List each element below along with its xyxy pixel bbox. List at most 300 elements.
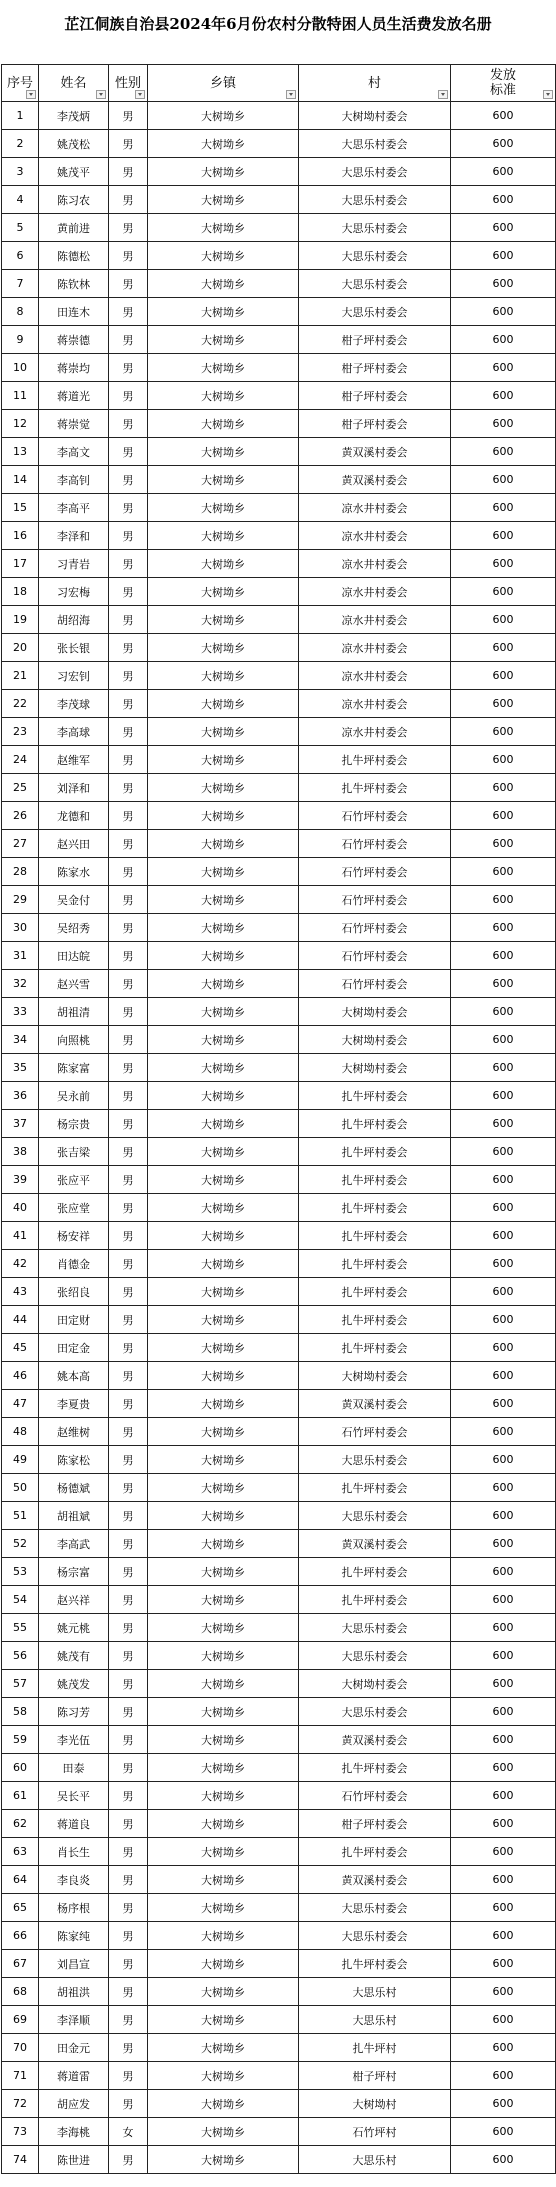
cell-village[interactable]: 大树坳村委会 bbox=[299, 1054, 451, 1082]
cell-standard[interactable]: 600 bbox=[451, 1950, 556, 1978]
cell-index[interactable]: 41 bbox=[2, 1222, 39, 1250]
cell-village[interactable]: 石竹坪村委会 bbox=[299, 970, 451, 998]
cell-township[interactable]: 大树坳乡 bbox=[148, 1474, 299, 1502]
cell-gender[interactable]: 男 bbox=[109, 858, 148, 886]
filter-dropdown-icon[interactable] bbox=[286, 90, 296, 99]
cell-gender[interactable]: 女 bbox=[109, 2118, 148, 2146]
cell-village[interactable]: 柑子坪村委会 bbox=[299, 1810, 451, 1838]
cell-gender[interactable]: 男 bbox=[109, 1082, 148, 1110]
cell-gender[interactable]: 男 bbox=[109, 998, 148, 1026]
cell-standard[interactable]: 600 bbox=[451, 690, 556, 718]
cell-gender[interactable]: 男 bbox=[109, 914, 148, 942]
cell-township[interactable]: 大树坳乡 bbox=[148, 410, 299, 438]
cell-standard[interactable]: 600 bbox=[451, 662, 556, 690]
cell-standard[interactable]: 600 bbox=[451, 1194, 556, 1222]
cell-gender[interactable]: 男 bbox=[109, 1138, 148, 1166]
cell-township[interactable]: 大树坳乡 bbox=[148, 1026, 299, 1054]
cell-gender[interactable]: 男 bbox=[109, 1614, 148, 1642]
cell-township[interactable]: 大树坳乡 bbox=[148, 1894, 299, 1922]
cell-index[interactable]: 28 bbox=[2, 858, 39, 886]
cell-index[interactable]: 57 bbox=[2, 1670, 39, 1698]
cell-village[interactable]: 黄双溪村委会 bbox=[299, 1390, 451, 1418]
cell-village[interactable]: 大思乐村委会 bbox=[299, 214, 451, 242]
cell-standard[interactable]: 600 bbox=[451, 1866, 556, 1894]
cell-standard[interactable]: 600 bbox=[451, 1614, 556, 1642]
cell-standard[interactable]: 600 bbox=[451, 382, 556, 410]
cell-standard[interactable]: 600 bbox=[451, 298, 556, 326]
cell-gender[interactable]: 男 bbox=[109, 1586, 148, 1614]
cell-name[interactable]: 陈家水 bbox=[39, 858, 109, 886]
cell-standard[interactable]: 600 bbox=[451, 578, 556, 606]
cell-township[interactable]: 大树坳乡 bbox=[148, 1166, 299, 1194]
cell-name[interactable]: 习宏钊 bbox=[39, 662, 109, 690]
cell-township[interactable]: 大树坳乡 bbox=[148, 2090, 299, 2118]
cell-township[interactable]: 大树坳乡 bbox=[148, 1138, 299, 1166]
cell-village[interactable]: 大思乐村委会 bbox=[299, 130, 451, 158]
cell-name[interactable]: 陈钦林 bbox=[39, 270, 109, 298]
cell-index[interactable]: 1 bbox=[2, 102, 39, 130]
cell-gender[interactable]: 男 bbox=[109, 1390, 148, 1418]
cell-name[interactable]: 田金元 bbox=[39, 2034, 109, 2062]
cell-gender[interactable]: 男 bbox=[109, 1334, 148, 1362]
cell-village[interactable]: 扎牛坪村委会 bbox=[299, 1838, 451, 1866]
cell-township[interactable]: 大树坳乡 bbox=[148, 1978, 299, 2006]
cell-township[interactable]: 大树坳乡 bbox=[148, 186, 299, 214]
cell-standard[interactable]: 600 bbox=[451, 1138, 556, 1166]
cell-name[interactable]: 李高球 bbox=[39, 718, 109, 746]
cell-village[interactable]: 大思乐村委会 bbox=[299, 1614, 451, 1642]
cell-standard[interactable]: 600 bbox=[451, 354, 556, 382]
cell-name[interactable]: 张应平 bbox=[39, 1166, 109, 1194]
cell-township[interactable]: 大树坳乡 bbox=[148, 1642, 299, 1670]
cell-index[interactable]: 9 bbox=[2, 326, 39, 354]
cell-standard[interactable]: 600 bbox=[451, 1698, 556, 1726]
cell-standard[interactable]: 600 bbox=[451, 214, 556, 242]
cell-township[interactable]: 大树坳乡 bbox=[148, 1838, 299, 1866]
cell-name[interactable]: 蒋道光 bbox=[39, 382, 109, 410]
cell-village[interactable]: 柑子坪村委会 bbox=[299, 382, 451, 410]
cell-index[interactable]: 48 bbox=[2, 1418, 39, 1446]
cell-index[interactable]: 20 bbox=[2, 634, 39, 662]
cell-village[interactable]: 石竹坪村委会 bbox=[299, 942, 451, 970]
cell-gender[interactable]: 男 bbox=[109, 2062, 148, 2090]
cell-township[interactable]: 大树坳乡 bbox=[148, 1418, 299, 1446]
cell-index[interactable]: 72 bbox=[2, 2090, 39, 2118]
cell-gender[interactable]: 男 bbox=[109, 1894, 148, 1922]
cell-village[interactable]: 黄双溪村委会 bbox=[299, 1726, 451, 1754]
cell-gender[interactable]: 男 bbox=[109, 1838, 148, 1866]
cell-name[interactable]: 杨宗贵 bbox=[39, 1110, 109, 1138]
cell-index[interactable]: 29 bbox=[2, 886, 39, 914]
cell-township[interactable]: 大树坳乡 bbox=[148, 130, 299, 158]
cell-township[interactable]: 大树坳乡 bbox=[148, 242, 299, 270]
cell-gender[interactable]: 男 bbox=[109, 1754, 148, 1782]
cell-gender[interactable]: 男 bbox=[109, 970, 148, 998]
cell-township[interactable]: 大树坳乡 bbox=[148, 1530, 299, 1558]
cell-township[interactable]: 大树坳乡 bbox=[148, 774, 299, 802]
cell-name[interactable]: 李夏贵 bbox=[39, 1390, 109, 1418]
cell-index[interactable]: 12 bbox=[2, 410, 39, 438]
cell-standard[interactable]: 600 bbox=[451, 1642, 556, 1670]
cell-standard[interactable]: 600 bbox=[451, 242, 556, 270]
cell-name[interactable]: 田定财 bbox=[39, 1306, 109, 1334]
cell-index[interactable]: 59 bbox=[2, 1726, 39, 1754]
cell-township[interactable]: 大树坳乡 bbox=[148, 1110, 299, 1138]
cell-name[interactable]: 吴长平 bbox=[39, 1782, 109, 1810]
cell-village[interactable]: 扎牛坪村委会 bbox=[299, 1138, 451, 1166]
cell-standard[interactable]: 600 bbox=[451, 774, 556, 802]
cell-gender[interactable]: 男 bbox=[109, 2006, 148, 2034]
cell-township[interactable]: 大树坳乡 bbox=[148, 1950, 299, 1978]
cell-name[interactable]: 姚茂松 bbox=[39, 130, 109, 158]
cell-village[interactable]: 大树坳村委会 bbox=[299, 1670, 451, 1698]
cell-gender[interactable]: 男 bbox=[109, 214, 148, 242]
cell-gender[interactable]: 男 bbox=[109, 1670, 148, 1698]
cell-index[interactable]: 54 bbox=[2, 1586, 39, 1614]
cell-name[interactable]: 陈家松 bbox=[39, 1446, 109, 1474]
cell-name[interactable]: 吴金付 bbox=[39, 886, 109, 914]
cell-index[interactable]: 13 bbox=[2, 438, 39, 466]
cell-township[interactable]: 大树坳乡 bbox=[148, 606, 299, 634]
cell-gender[interactable]: 男 bbox=[109, 1418, 148, 1446]
cell-gender[interactable]: 男 bbox=[109, 466, 148, 494]
cell-township[interactable]: 大树坳乡 bbox=[148, 354, 299, 382]
cell-index[interactable]: 56 bbox=[2, 1642, 39, 1670]
cell-gender[interactable]: 男 bbox=[109, 578, 148, 606]
cell-village[interactable]: 大思乐村 bbox=[299, 2146, 451, 2174]
cell-village[interactable]: 凉水井村委会 bbox=[299, 690, 451, 718]
cell-name[interactable]: 习宏梅 bbox=[39, 578, 109, 606]
cell-name[interactable]: 李高武 bbox=[39, 1530, 109, 1558]
cell-name[interactable]: 杨德斌 bbox=[39, 1474, 109, 1502]
cell-name[interactable]: 李泽顺 bbox=[39, 2006, 109, 2034]
cell-gender[interactable]: 男 bbox=[109, 1278, 148, 1306]
cell-township[interactable]: 大树坳乡 bbox=[148, 326, 299, 354]
cell-township[interactable]: 大树坳乡 bbox=[148, 578, 299, 606]
cell-name[interactable]: 黄前进 bbox=[39, 214, 109, 242]
cell-gender[interactable]: 男 bbox=[109, 634, 148, 662]
cell-township[interactable]: 大树坳乡 bbox=[148, 1362, 299, 1390]
cell-name[interactable]: 姚元桃 bbox=[39, 1614, 109, 1642]
cell-standard[interactable]: 600 bbox=[451, 550, 556, 578]
cell-standard[interactable]: 600 bbox=[451, 886, 556, 914]
cell-name[interactable]: 杨安祥 bbox=[39, 1222, 109, 1250]
cell-township[interactable]: 大树坳乡 bbox=[148, 2006, 299, 2034]
cell-village[interactable]: 扎牛坪村委会 bbox=[299, 1334, 451, 1362]
cell-gender[interactable]: 男 bbox=[109, 1222, 148, 1250]
cell-standard[interactable]: 600 bbox=[451, 1026, 556, 1054]
cell-standard[interactable]: 600 bbox=[451, 1670, 556, 1698]
cell-index[interactable]: 15 bbox=[2, 494, 39, 522]
cell-standard[interactable]: 600 bbox=[451, 858, 556, 886]
cell-village[interactable]: 凉水井村委会 bbox=[299, 494, 451, 522]
cell-index[interactable]: 10 bbox=[2, 354, 39, 382]
cell-standard[interactable]: 600 bbox=[451, 1418, 556, 1446]
cell-village[interactable]: 扎牛坪村委会 bbox=[299, 1222, 451, 1250]
cell-gender[interactable]: 男 bbox=[109, 410, 148, 438]
cell-index[interactable]: 4 bbox=[2, 186, 39, 214]
cell-name[interactable]: 陈习农 bbox=[39, 186, 109, 214]
cell-index[interactable]: 71 bbox=[2, 2062, 39, 2090]
cell-standard[interactable]: 600 bbox=[451, 1054, 556, 1082]
cell-standard[interactable]: 600 bbox=[451, 270, 556, 298]
cell-gender[interactable]: 男 bbox=[109, 522, 148, 550]
cell-village[interactable]: 凉水井村委会 bbox=[299, 550, 451, 578]
cell-standard[interactable]: 600 bbox=[451, 1558, 556, 1586]
cell-village[interactable]: 大思乐村 bbox=[299, 1978, 451, 2006]
cell-standard[interactable]: 600 bbox=[451, 1726, 556, 1754]
cell-township[interactable]: 大树坳乡 bbox=[148, 158, 299, 186]
cell-standard[interactable]: 600 bbox=[451, 914, 556, 942]
cell-village[interactable]: 凉水井村委会 bbox=[299, 606, 451, 634]
cell-index[interactable]: 46 bbox=[2, 1362, 39, 1390]
cell-gender[interactable]: 男 bbox=[109, 438, 148, 466]
cell-village[interactable]: 扎牛坪村委会 bbox=[299, 1194, 451, 1222]
cell-name[interactable]: 吴绍秀 bbox=[39, 914, 109, 942]
cell-gender[interactable]: 男 bbox=[109, 1810, 148, 1838]
cell-village[interactable]: 大思乐村委会 bbox=[299, 1502, 451, 1530]
cell-standard[interactable]: 600 bbox=[451, 186, 556, 214]
cell-village[interactable]: 石竹坪村委会 bbox=[299, 1418, 451, 1446]
cell-township[interactable]: 大树坳乡 bbox=[148, 1558, 299, 1586]
cell-gender[interactable]: 男 bbox=[109, 942, 148, 970]
cell-name[interactable]: 蒋道雷 bbox=[39, 2062, 109, 2090]
cell-township[interactable]: 大树坳乡 bbox=[148, 830, 299, 858]
cell-township[interactable]: 大树坳乡 bbox=[148, 522, 299, 550]
cell-township[interactable]: 大树坳乡 bbox=[148, 494, 299, 522]
cell-standard[interactable]: 600 bbox=[451, 2034, 556, 2062]
cell-index[interactable]: 64 bbox=[2, 1866, 39, 1894]
cell-index[interactable]: 39 bbox=[2, 1166, 39, 1194]
cell-township[interactable]: 大树坳乡 bbox=[148, 1222, 299, 1250]
cell-standard[interactable]: 600 bbox=[451, 746, 556, 774]
filter-dropdown-icon[interactable] bbox=[96, 90, 106, 99]
cell-gender[interactable]: 男 bbox=[109, 326, 148, 354]
cell-village[interactable]: 扎牛坪村委会 bbox=[299, 1306, 451, 1334]
cell-standard[interactable]: 600 bbox=[451, 494, 556, 522]
cell-name[interactable]: 陈德松 bbox=[39, 242, 109, 270]
cell-village[interactable]: 大思乐村委会 bbox=[299, 270, 451, 298]
cell-gender[interactable]: 男 bbox=[109, 2034, 148, 2062]
cell-index[interactable]: 70 bbox=[2, 2034, 39, 2062]
cell-name[interactable]: 杨宗富 bbox=[39, 1558, 109, 1586]
cell-name[interactable]: 吴永前 bbox=[39, 1082, 109, 1110]
cell-township[interactable]: 大树坳乡 bbox=[148, 102, 299, 130]
cell-gender[interactable]: 男 bbox=[109, 1558, 148, 1586]
cell-name[interactable]: 赵维军 bbox=[39, 746, 109, 774]
cell-gender[interactable]: 男 bbox=[109, 802, 148, 830]
cell-village[interactable]: 石竹坪村委会 bbox=[299, 886, 451, 914]
cell-standard[interactable]: 600 bbox=[451, 1362, 556, 1390]
cell-township[interactable]: 大树坳乡 bbox=[148, 1082, 299, 1110]
cell-village[interactable]: 扎牛坪村委会 bbox=[299, 1754, 451, 1782]
cell-standard[interactable]: 600 bbox=[451, 1446, 556, 1474]
cell-village[interactable]: 大思乐村委会 bbox=[299, 1894, 451, 1922]
cell-index[interactable]: 53 bbox=[2, 1558, 39, 1586]
cell-village[interactable]: 柑子坪村 bbox=[299, 2062, 451, 2090]
cell-index[interactable]: 38 bbox=[2, 1138, 39, 1166]
cell-village[interactable]: 大树坳村委会 bbox=[299, 1026, 451, 1054]
cell-index[interactable]: 36 bbox=[2, 1082, 39, 1110]
cell-township[interactable]: 大树坳乡 bbox=[148, 1278, 299, 1306]
cell-township[interactable]: 大树坳乡 bbox=[148, 1698, 299, 1726]
cell-gender[interactable]: 男 bbox=[109, 1446, 148, 1474]
cell-gender[interactable]: 男 bbox=[109, 2146, 148, 2174]
cell-village[interactable]: 大树坳村委会 bbox=[299, 1362, 451, 1390]
cell-index[interactable]: 27 bbox=[2, 830, 39, 858]
cell-gender[interactable]: 男 bbox=[109, 1530, 148, 1558]
cell-township[interactable]: 大树坳乡 bbox=[148, 970, 299, 998]
cell-index[interactable]: 33 bbox=[2, 998, 39, 1026]
cell-index[interactable]: 49 bbox=[2, 1446, 39, 1474]
cell-standard[interactable]: 600 bbox=[451, 2006, 556, 2034]
cell-index[interactable]: 67 bbox=[2, 1950, 39, 1978]
cell-index[interactable]: 31 bbox=[2, 942, 39, 970]
cell-standard[interactable]: 600 bbox=[451, 2118, 556, 2146]
cell-village[interactable]: 大思乐村委会 bbox=[299, 158, 451, 186]
cell-name[interactable]: 刘昌宣 bbox=[39, 1950, 109, 1978]
cell-gender[interactable]: 男 bbox=[109, 130, 148, 158]
cell-standard[interactable]: 600 bbox=[451, 1474, 556, 1502]
cell-village[interactable]: 石竹坪村委会 bbox=[299, 830, 451, 858]
cell-gender[interactable]: 男 bbox=[109, 690, 148, 718]
cell-name[interactable]: 田达皖 bbox=[39, 942, 109, 970]
cell-index[interactable]: 60 bbox=[2, 1754, 39, 1782]
cell-township[interactable]: 大树坳乡 bbox=[148, 718, 299, 746]
cell-standard[interactable]: 600 bbox=[451, 1530, 556, 1558]
cell-village[interactable]: 黄双溪村委会 bbox=[299, 438, 451, 466]
cell-gender[interactable]: 男 bbox=[109, 1362, 148, 1390]
cell-gender[interactable]: 男 bbox=[109, 270, 148, 298]
cell-township[interactable]: 大树坳乡 bbox=[148, 746, 299, 774]
cell-village[interactable]: 黄双溪村委会 bbox=[299, 466, 451, 494]
cell-village[interactable]: 凉水井村委会 bbox=[299, 718, 451, 746]
cell-name[interactable]: 李泽和 bbox=[39, 522, 109, 550]
cell-name[interactable]: 姚茂发 bbox=[39, 1670, 109, 1698]
cell-township[interactable]: 大树坳乡 bbox=[148, 1194, 299, 1222]
cell-standard[interactable]: 600 bbox=[451, 102, 556, 130]
cell-name[interactable]: 蒋崇均 bbox=[39, 354, 109, 382]
filter-dropdown-icon[interactable] bbox=[438, 90, 448, 99]
cell-standard[interactable]: 600 bbox=[451, 410, 556, 438]
cell-village[interactable]: 凉水井村委会 bbox=[299, 578, 451, 606]
cell-village[interactable]: 石竹坪村委会 bbox=[299, 858, 451, 886]
cell-township[interactable]: 大树坳乡 bbox=[148, 2034, 299, 2062]
cell-village[interactable]: 凉水井村委会 bbox=[299, 634, 451, 662]
cell-gender[interactable]: 男 bbox=[109, 1194, 148, 1222]
cell-standard[interactable]: 600 bbox=[451, 718, 556, 746]
cell-index[interactable]: 18 bbox=[2, 578, 39, 606]
cell-township[interactable]: 大树坳乡 bbox=[148, 1306, 299, 1334]
cell-village[interactable]: 扎牛坪村委会 bbox=[299, 1950, 451, 1978]
cell-township[interactable]: 大树坳乡 bbox=[148, 1670, 299, 1698]
cell-name[interactable]: 陈世进 bbox=[39, 2146, 109, 2174]
cell-township[interactable]: 大树坳乡 bbox=[148, 1250, 299, 1278]
cell-standard[interactable]: 600 bbox=[451, 1978, 556, 2006]
cell-name[interactable]: 李高钊 bbox=[39, 466, 109, 494]
cell-index[interactable]: 16 bbox=[2, 522, 39, 550]
cell-village[interactable]: 大思乐村委会 bbox=[299, 298, 451, 326]
cell-name[interactable]: 陈习芳 bbox=[39, 1698, 109, 1726]
cell-name[interactable]: 胡祖洪 bbox=[39, 1978, 109, 2006]
cell-village[interactable]: 扎牛坪村委会 bbox=[299, 1250, 451, 1278]
cell-township[interactable]: 大树坳乡 bbox=[148, 662, 299, 690]
cell-gender[interactable]: 男 bbox=[109, 1866, 148, 1894]
cell-index[interactable]: 68 bbox=[2, 1978, 39, 2006]
cell-gender[interactable]: 男 bbox=[109, 746, 148, 774]
cell-name[interactable]: 陈家纯 bbox=[39, 1922, 109, 1950]
cell-township[interactable]: 大树坳乡 bbox=[148, 466, 299, 494]
cell-name[interactable]: 姚本高 bbox=[39, 1362, 109, 1390]
cell-village[interactable]: 石竹坪村委会 bbox=[299, 914, 451, 942]
cell-name[interactable]: 胡绍海 bbox=[39, 606, 109, 634]
cell-standard[interactable]: 600 bbox=[451, 1278, 556, 1306]
cell-village[interactable]: 凉水井村委会 bbox=[299, 662, 451, 690]
cell-gender[interactable]: 男 bbox=[109, 186, 148, 214]
cell-index[interactable]: 65 bbox=[2, 1894, 39, 1922]
cell-gender[interactable]: 男 bbox=[109, 1950, 148, 1978]
cell-standard[interactable]: 600 bbox=[451, 1586, 556, 1614]
cell-village[interactable]: 大树坳村委会 bbox=[299, 998, 451, 1026]
cell-standard[interactable]: 600 bbox=[451, 158, 556, 186]
cell-gender[interactable]: 男 bbox=[109, 1922, 148, 1950]
cell-gender[interactable]: 男 bbox=[109, 1726, 148, 1754]
cell-index[interactable]: 11 bbox=[2, 382, 39, 410]
cell-index[interactable]: 8 bbox=[2, 298, 39, 326]
cell-name[interactable]: 李茂炳 bbox=[39, 102, 109, 130]
cell-township[interactable]: 大树坳乡 bbox=[148, 886, 299, 914]
cell-standard[interactable]: 600 bbox=[451, 1502, 556, 1530]
cell-gender[interactable]: 男 bbox=[109, 354, 148, 382]
cell-name[interactable]: 陈家富 bbox=[39, 1054, 109, 1082]
cell-index[interactable]: 63 bbox=[2, 1838, 39, 1866]
cell-name[interactable]: 赵兴田 bbox=[39, 830, 109, 858]
cell-index[interactable]: 45 bbox=[2, 1334, 39, 1362]
cell-township[interactable]: 大树坳乡 bbox=[148, 1614, 299, 1642]
cell-gender[interactable]: 男 bbox=[109, 1026, 148, 1054]
cell-standard[interactable]: 600 bbox=[451, 1082, 556, 1110]
cell-name[interactable]: 李高平 bbox=[39, 494, 109, 522]
cell-name[interactable]: 赵兴祥 bbox=[39, 1586, 109, 1614]
cell-name[interactable]: 向照桃 bbox=[39, 1026, 109, 1054]
cell-township[interactable]: 大树坳乡 bbox=[148, 634, 299, 662]
cell-standard[interactable]: 600 bbox=[451, 130, 556, 158]
cell-standard[interactable]: 600 bbox=[451, 1334, 556, 1362]
cell-gender[interactable]: 男 bbox=[109, 2090, 148, 2118]
filter-dropdown-icon[interactable] bbox=[135, 90, 145, 99]
cell-index[interactable]: 51 bbox=[2, 1502, 39, 1530]
cell-name[interactable]: 胡祖斌 bbox=[39, 1502, 109, 1530]
cell-name[interactable]: 赵兴雪 bbox=[39, 970, 109, 998]
cell-index[interactable]: 66 bbox=[2, 1922, 39, 1950]
cell-village[interactable]: 扎牛坪村委会 bbox=[299, 1166, 451, 1194]
cell-name[interactable]: 张绍良 bbox=[39, 1278, 109, 1306]
cell-standard[interactable]: 600 bbox=[451, 1754, 556, 1782]
cell-village[interactable]: 扎牛坪村委会 bbox=[299, 1586, 451, 1614]
cell-standard[interactable]: 600 bbox=[451, 438, 556, 466]
cell-township[interactable]: 大树坳乡 bbox=[148, 1390, 299, 1418]
cell-village[interactable]: 大思乐村委会 bbox=[299, 186, 451, 214]
cell-index[interactable]: 25 bbox=[2, 774, 39, 802]
cell-standard[interactable]: 600 bbox=[451, 970, 556, 998]
cell-index[interactable]: 26 bbox=[2, 802, 39, 830]
cell-gender[interactable]: 男 bbox=[109, 662, 148, 690]
cell-village[interactable]: 大思乐村委会 bbox=[299, 1922, 451, 1950]
cell-township[interactable]: 大树坳乡 bbox=[148, 1754, 299, 1782]
cell-standard[interactable]: 600 bbox=[451, 522, 556, 550]
cell-index[interactable]: 30 bbox=[2, 914, 39, 942]
cell-name[interactable]: 蒋崇觉 bbox=[39, 410, 109, 438]
